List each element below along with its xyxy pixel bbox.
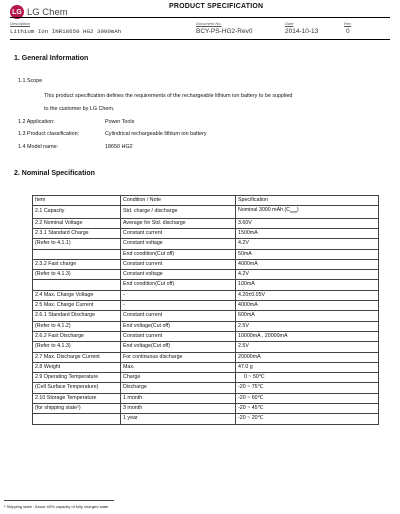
table-row bbox=[33, 383, 379, 393]
spec-cell: 50mA bbox=[236, 249, 379, 259]
spec-cell: 2.5V bbox=[236, 321, 379, 331]
spec-cell: -20 ~ 45℃ bbox=[236, 403, 379, 413]
condition-cell: End condition(Cut off) bbox=[121, 249, 236, 259]
table-row bbox=[33, 228, 379, 238]
condition-cell: - bbox=[121, 290, 236, 300]
condition-cell: Max. bbox=[121, 362, 236, 372]
date-label: Date bbox=[285, 21, 294, 26]
spec-cell: 4000mA bbox=[236, 301, 379, 311]
scope-text-line-1: This product specification defines the requirements of the rechargeable lithium ion battery to be supplied bbox=[44, 93, 293, 99]
item-cell: 2.4 Max. Charge Voltage bbox=[33, 290, 121, 300]
table-row bbox=[33, 362, 379, 372]
item-cell: 2.9 Operating Temperature bbox=[33, 373, 121, 383]
item-cell: 2.10 Storage Temperature bbox=[33, 393, 121, 403]
item-cell: 2.1 Capacity bbox=[33, 206, 121, 218]
section-1-title: 1. General Information bbox=[14, 55, 89, 62]
date-value: 2014-10-13 bbox=[285, 28, 319, 35]
header-condition: Condition / Note bbox=[121, 196, 236, 206]
condition-cell: For continuous discharge bbox=[121, 352, 236, 362]
header-specification: Specification bbox=[236, 196, 379, 206]
spec-cell: 0 ~ 50℃ bbox=[236, 373, 379, 383]
logo-text: LG Chem bbox=[27, 6, 68, 18]
table-row bbox=[33, 218, 379, 228]
table-header-row bbox=[33, 196, 379, 206]
item-cell: 2.3.2 Fast charge bbox=[33, 259, 121, 269]
condition-cell: - bbox=[121, 301, 236, 311]
spec-cell: 1500mA bbox=[236, 228, 379, 238]
spec-cell: -20 ~ 75℃ bbox=[236, 383, 379, 393]
spec-cell: 4.2V bbox=[236, 239, 379, 249]
condition-cell: Constant current bbox=[121, 228, 236, 238]
item-cell: 2.2 Nominal Voltage bbox=[33, 218, 121, 228]
spec-cell: 600mA bbox=[236, 311, 379, 321]
condition-cell: 3 month bbox=[121, 403, 236, 413]
condition-cell: Constant voltage bbox=[121, 270, 236, 280]
spec-cell: -20 ~ 20℃ bbox=[236, 414, 379, 424]
item-cell: (Refer to 4.1.3) bbox=[33, 342, 121, 352]
spec-cell: 47.0 g bbox=[236, 362, 379, 372]
application-value: Power Tools bbox=[105, 119, 135, 125]
spec-cell: 100mA bbox=[236, 280, 379, 290]
document-no-label: Document No. bbox=[196, 21, 222, 26]
table-row bbox=[33, 414, 379, 424]
condition-cell: 1 month bbox=[121, 393, 236, 403]
condition-cell: Constant current bbox=[121, 311, 236, 321]
spec-cell: 4000mA bbox=[236, 259, 379, 269]
table-row bbox=[33, 239, 379, 249]
table-row bbox=[33, 393, 379, 403]
table-row bbox=[33, 321, 379, 331]
table-row bbox=[33, 290, 379, 300]
condition-cell: 1 year bbox=[121, 414, 236, 424]
footnote: ¹ Shipping state : About 40% capacity of fully charged state bbox=[4, 504, 109, 509]
model-name-value: 18650 HG2 bbox=[105, 144, 133, 150]
description-value: Lithium Ion INR18650 HG2 3000mAh bbox=[10, 28, 122, 35]
document-title: PRODUCT SPECIFICATION bbox=[169, 3, 264, 10]
item-cell: (Refer to 4.1.3) bbox=[33, 270, 121, 280]
item-cell: (Refer to 4.1.2) bbox=[33, 321, 121, 331]
condition-cell: Average for Std. discharge bbox=[121, 218, 236, 228]
condition-cell: Charge bbox=[121, 373, 236, 383]
header-item: Item bbox=[33, 196, 121, 206]
item-cell: 2.5 Max. Charge Current bbox=[33, 301, 121, 311]
table-row bbox=[33, 331, 379, 341]
table-row bbox=[33, 373, 379, 383]
classification-label: 1.3 Product classification: bbox=[18, 131, 80, 137]
spec-cell: 20000mA bbox=[236, 352, 379, 362]
item-cell: 2.6.1 Standard Discharge bbox=[33, 311, 121, 321]
lg-logo-icon: LG bbox=[10, 5, 24, 19]
condition-cell: Std. charge / discharge bbox=[121, 206, 236, 218]
description-label: Description bbox=[10, 21, 31, 26]
spec-cell: -20 ~ 60℃ bbox=[236, 393, 379, 403]
table-row bbox=[33, 311, 379, 321]
item-cell bbox=[33, 414, 121, 424]
condition-cell: Constant voltage bbox=[121, 239, 236, 249]
condition-cell: Discharge bbox=[121, 383, 236, 393]
condition-cell: Constant current bbox=[121, 259, 236, 269]
spec-cell: Nominal 3000 mAh $(C_{nom})$ bbox=[236, 206, 379, 218]
table-row bbox=[33, 249, 379, 259]
section-2-title: 2. Nominal Specification bbox=[14, 170, 95, 177]
model-name-label: 1.4 Model name: bbox=[18, 144, 59, 150]
scope-text-line-2: to the customer by LG Chem. bbox=[44, 106, 115, 112]
item-cell: 2.7 Max. Discharge Current bbox=[33, 352, 121, 362]
table-row bbox=[33, 342, 379, 352]
nominal-specification-table bbox=[32, 195, 379, 425]
classification-value: Cylindrical rechargeable lithium ion battery bbox=[105, 131, 207, 137]
item-cell: (for shipping state¹) bbox=[33, 403, 121, 413]
scope-label: 1.1 Scope bbox=[18, 78, 43, 84]
item-cell: 2.8 Weight bbox=[33, 362, 121, 372]
spec-cell: 2.5V bbox=[236, 342, 379, 352]
condition-cell: End voltage(Cut off) bbox=[121, 321, 236, 331]
table-row bbox=[33, 301, 379, 311]
table-row bbox=[33, 206, 379, 218]
spec-cell: 4.2V bbox=[236, 270, 379, 280]
table-row bbox=[33, 403, 379, 413]
condition-cell: Constant current bbox=[121, 331, 236, 341]
table-row bbox=[33, 270, 379, 280]
header-divider-top bbox=[10, 17, 390, 18]
item-cell bbox=[33, 249, 121, 259]
spec-cell: 10000mA , 20000mA bbox=[236, 331, 379, 341]
condition-cell: End condition(Cut off) bbox=[121, 280, 236, 290]
rev-label: Rev bbox=[344, 21, 352, 26]
spec-cell: 3.60V bbox=[236, 218, 379, 228]
table-row bbox=[33, 352, 379, 362]
rev-value: 0 bbox=[346, 28, 350, 35]
condition-cell: End voltage(Cut off) bbox=[121, 342, 236, 352]
header-divider-bottom bbox=[10, 39, 390, 40]
item-cell: 2.6.2 Fast Discharge bbox=[33, 331, 121, 341]
table-row bbox=[33, 259, 379, 269]
table-row bbox=[33, 280, 379, 290]
item-cell: (Refer to 4.1.1) bbox=[33, 239, 121, 249]
footnote-divider bbox=[4, 500, 114, 501]
document-no-value: BCY-PS-HG2-Rev0 bbox=[196, 28, 253, 35]
item-cell: 2.3.1 Standard Charge bbox=[33, 228, 121, 238]
item-cell: (Cell Surface Temperature) bbox=[33, 383, 121, 393]
application-label: 1.2 Application: bbox=[18, 119, 55, 125]
spec-cell: 4.20±0.05V bbox=[236, 290, 379, 300]
item-cell bbox=[33, 280, 121, 290]
